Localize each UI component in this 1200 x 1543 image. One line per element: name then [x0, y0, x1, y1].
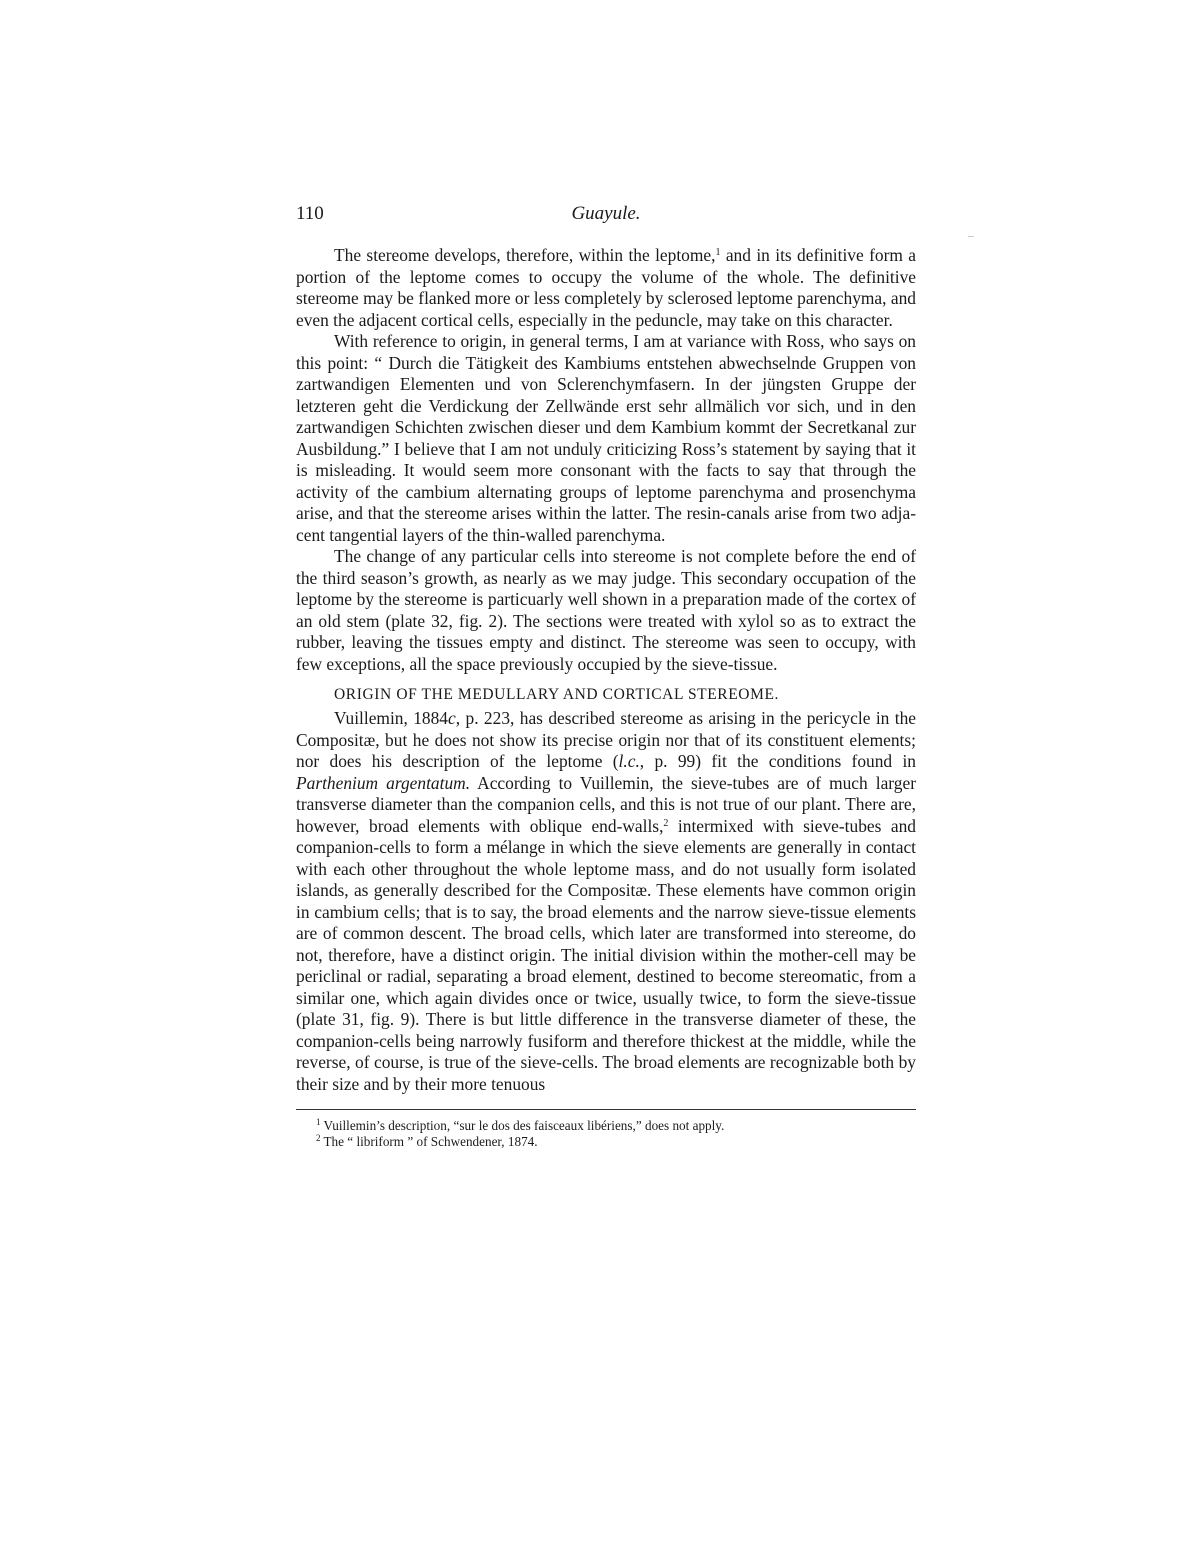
- paragraph-4-loc-cit: l.c.: [618, 751, 640, 771]
- paragraph-4: [296, 708, 916, 1095]
- running-title: Guayule.: [571, 203, 641, 224]
- footnotes: [296, 1118, 916, 1149]
- footnote-marker-1: 1: [316, 1117, 321, 1127]
- paragraph-4-part-a: Vuillemin, 1884: [334, 708, 449, 728]
- paragraph-3: The change of any particular cells into stereome is not complete before the end of the third season’s growth, as nearly as we may judge. This secondary occupation of the leptome by the stereome is particuarly well shown in a preparation made of the cortex of an old stem (plate 32, fig. 2). The sections were treated with xylol so as to extract the rubber, leaving the tissues empty and distinct. The stereome was seen to occupy, with few exceptions, all the space previously occupied by the sieve-tissue.: [296, 546, 916, 674]
- footnote-rule: [296, 1109, 916, 1110]
- footnote-text-1: Vuillemin’s description, “sur le dos des faisceaux libériens,” does not apply.: [323, 1118, 725, 1133]
- footnote-marker-2: 2: [316, 1132, 321, 1143]
- paragraph-1: [296, 245, 916, 331]
- paragraph-1-part-b: and in its definitive form a portion of the leptome comes to occupy the volume of the whole. The definitive stereome may be flanked more or less completely by sclerosed leptome parenchyma, and even the adjacent cortical cells, especially in the peduncle, may take on this character.: [296, 245, 916, 330]
- footnote-2: [316, 1134, 916, 1150]
- paragraph-4-part-f: According to Vuillemin, the sieve-tubes are of much larger transverse diameter than the companion cells, and this is not true of our plant. There are, however, broad elements with oblique end-walls,: [296, 772, 916, 836]
- body-text: [296, 245, 916, 1095]
- book-page: [296, 203, 916, 1149]
- margin-mark: [968, 236, 974, 237]
- paragraph-4-citation-letter: c: [448, 708, 456, 728]
- paragraph-4-part-b: , p. 223, has described stereome as arising in the pericycle in the Compositæ, but he does not show its precise origin nor that of its constituent elements; nor does his description of the leptome (: [296, 708, 916, 771]
- paragraph-4-species-name: Parthenium argentatum.: [296, 772, 471, 793]
- footnote-text-2: The “ libriform ” of Schwendener, 1874.: [323, 1133, 538, 1149]
- paragraph-4-part-g: intermixed with sieve-tubes and companion-cells to form a mélange in which the sieve elements are generally in contact with each other throughout the whole leptome mass, and do not usually form isolated islands, as generally described for the Compositæ. These elements have common origin in cambium cells; that is to say, the broad elements and the narrow sieve-tissue elements are of common descent. The broad cells, which later are transformed into stereome, do not, therefore, have a distinct origin. The initial division within the mother-cell may be periclinal or radial, separating a broad element, destined to become stereomatic, from a similar one, which again divides once or twice, usually twice, to form the sieve-tissue (plate 31, fig. 9). There is but little difference in the transverse diameter of these, the companion-cells being narrowly fusiform and therefore thickest at the middle, while the reverse, of course, is true of the sieve-cells. The broad elements are recognizable both by their size and by their more tenuous: [296, 815, 916, 1094]
- paragraph-1-part-a: The stereome develops, therefore, within the leptome,: [334, 245, 716, 265]
- footnote-ref-2: 2: [663, 817, 669, 829]
- footnote-ref-1: 1: [715, 247, 721, 258]
- footnote-1: [316, 1118, 916, 1134]
- paragraph-2: With reference to origin, in general terms, I am at variance with Ross, who says on this point: “ Durch die Tätigkeit des Kambiums entstehen abwechselnde Gruppen von zartwandigen Elementen und von Sclerenchymfasern. In der jüngsten Gruppe der letzteren geht die Verdickung der Zellwände erst sehr allmälich vor sich, und in den zartwandigen Schichten zwischen dieser und dem Kambium kommt der Secretkanal zur Ausbildung.” I believe that I am not unduly criticizing Ross’s statement by saying that it is misleading. It would seem more consonant with the facts to say that through the activity of the cambium alternating groups of leptome parenchyma and prosenchyma arise, and that the stereome arises within the latter. The resin-canals arise from two adjacent tangential layers of the thin-walled parenchyma.: [296, 331, 916, 545]
- running-head: [296, 203, 916, 231]
- page-number: 110: [296, 203, 324, 224]
- paragraph-4-part-d: , p. 99) fit the conditions found in: [639, 751, 916, 771]
- section-heading: ORIGIN OF THE MEDULLARY AND CORTICAL STEREOME.: [334, 686, 780, 703]
